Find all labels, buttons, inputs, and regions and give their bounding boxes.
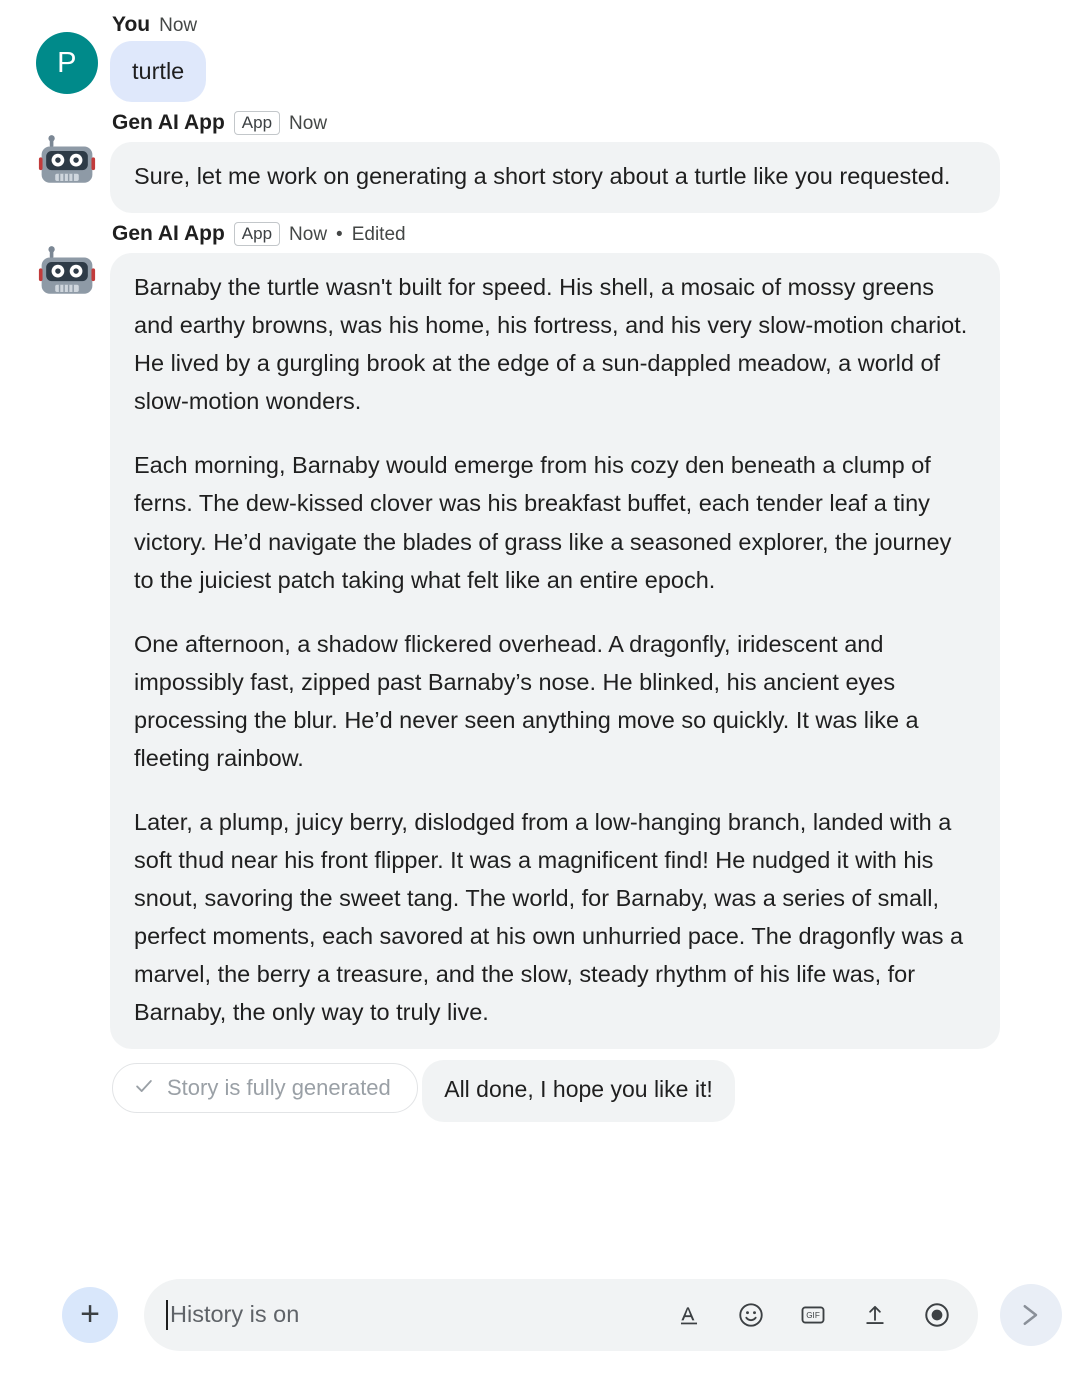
app-badge: App [234,111,280,135]
message-row-bot-story [24,223,1066,1127]
check-icon [133,1075,155,1101]
sender-name: You [112,13,151,36]
message-bubble-followup[interactable]: All done, I hope you like it! [422,1060,735,1121]
timestamp: Now [289,113,328,135]
message-meta [110,223,1056,247]
composer-icon-group [658,1300,952,1330]
message-content [110,14,1066,102]
bot-avatar-icon[interactable] [36,241,98,303]
sender-name: Gen AI App [112,111,225,135]
message-meta [110,14,1056,35]
message-content [110,112,1066,213]
message-bubble[interactable]: Sure, let me work on generating a short story about a turtle like you requested. [110,142,1000,213]
message-meta [110,112,1056,136]
status-badge [112,1063,418,1113]
avatar-column [24,223,110,303]
svg-text:GIF: GIF [806,1310,820,1320]
message-row-user [24,14,1066,102]
message-content [110,223,1066,1127]
story-paragraph: One afternoon, a shadow flickered overhead. A dragonfly, iridescent and impossibly fast, zipped past Barnaby’s nose. He blinked, his ancient eyes processing the blur. He’d never seen anything move so quickly. It was like a fleeting rainbow. [134,630,919,771]
story-paragraph: Each morning, Barnaby would emerge from his cozy den beneath a clump of ferns. The dew-kissed clover was his breakfast buffet, each tender leaf a tiny victory. He’d navigate the blades of grass like a seasoned explorer, the journey to the juiciest patch taking what felt like an entire epoch. [134,452,952,593]
upload-icon[interactable] [860,1300,890,1330]
send-button[interactable] [1000,1284,1062,1346]
timestamp: Now [159,15,198,36]
message-bubble-story[interactable] [110,253,1000,1049]
timestamp: Now [289,224,328,246]
message-row-bot [24,112,1066,213]
message-composer [0,1244,1090,1384]
message-input[interactable]: History is on [170,1301,300,1327]
story-paragraph: Later, a plump, juicy berry, dislodged from a low-hanging branch, landed with a soft thud near his front flipper. It was a magnificent find! He nudged it with his snout, savoring the sweet tang. The world, for Barnaby, was a series of small, perfect moments, each savored at his own unhurried pace. The dragonfly was a marvel, the berry a treasure, and the slow, steady rhythm of his life was, for Barnaby, the only way to truly live. [134,808,964,1026]
status-text: Story is fully generated [167,1075,391,1101]
app-badge: App [234,222,280,246]
record-icon[interactable] [922,1300,952,1330]
story-paragraph: Barnaby the turtle wasn't built for speed. His shell, a mosaic of mossy greens and earthy browns, was his home, his fortress, and his very slow-motion chariot. He lived by a gurgling brook at the edge of a sun-dappled meadow, a world of slow-motion wonders. [134,274,968,415]
format-text-icon[interactable] [674,1300,704,1330]
avatar-column [24,112,110,192]
gif-icon[interactable] [798,1300,828,1330]
text-caret [166,1300,168,1330]
avatar-column [24,14,110,94]
sender-name: Gen AI App [112,222,225,246]
message-input-wrapper[interactable] [144,1279,978,1351]
message-bubble[interactable]: turtle [110,41,206,102]
add-attachment-button[interactable]: + [62,1287,118,1343]
bot-avatar-icon[interactable] [36,130,98,192]
edited-label: Edited [351,224,406,246]
meta-separator: • [336,224,343,246]
emoji-icon[interactable] [736,1300,766,1330]
avatar[interactable]: P [36,32,98,94]
